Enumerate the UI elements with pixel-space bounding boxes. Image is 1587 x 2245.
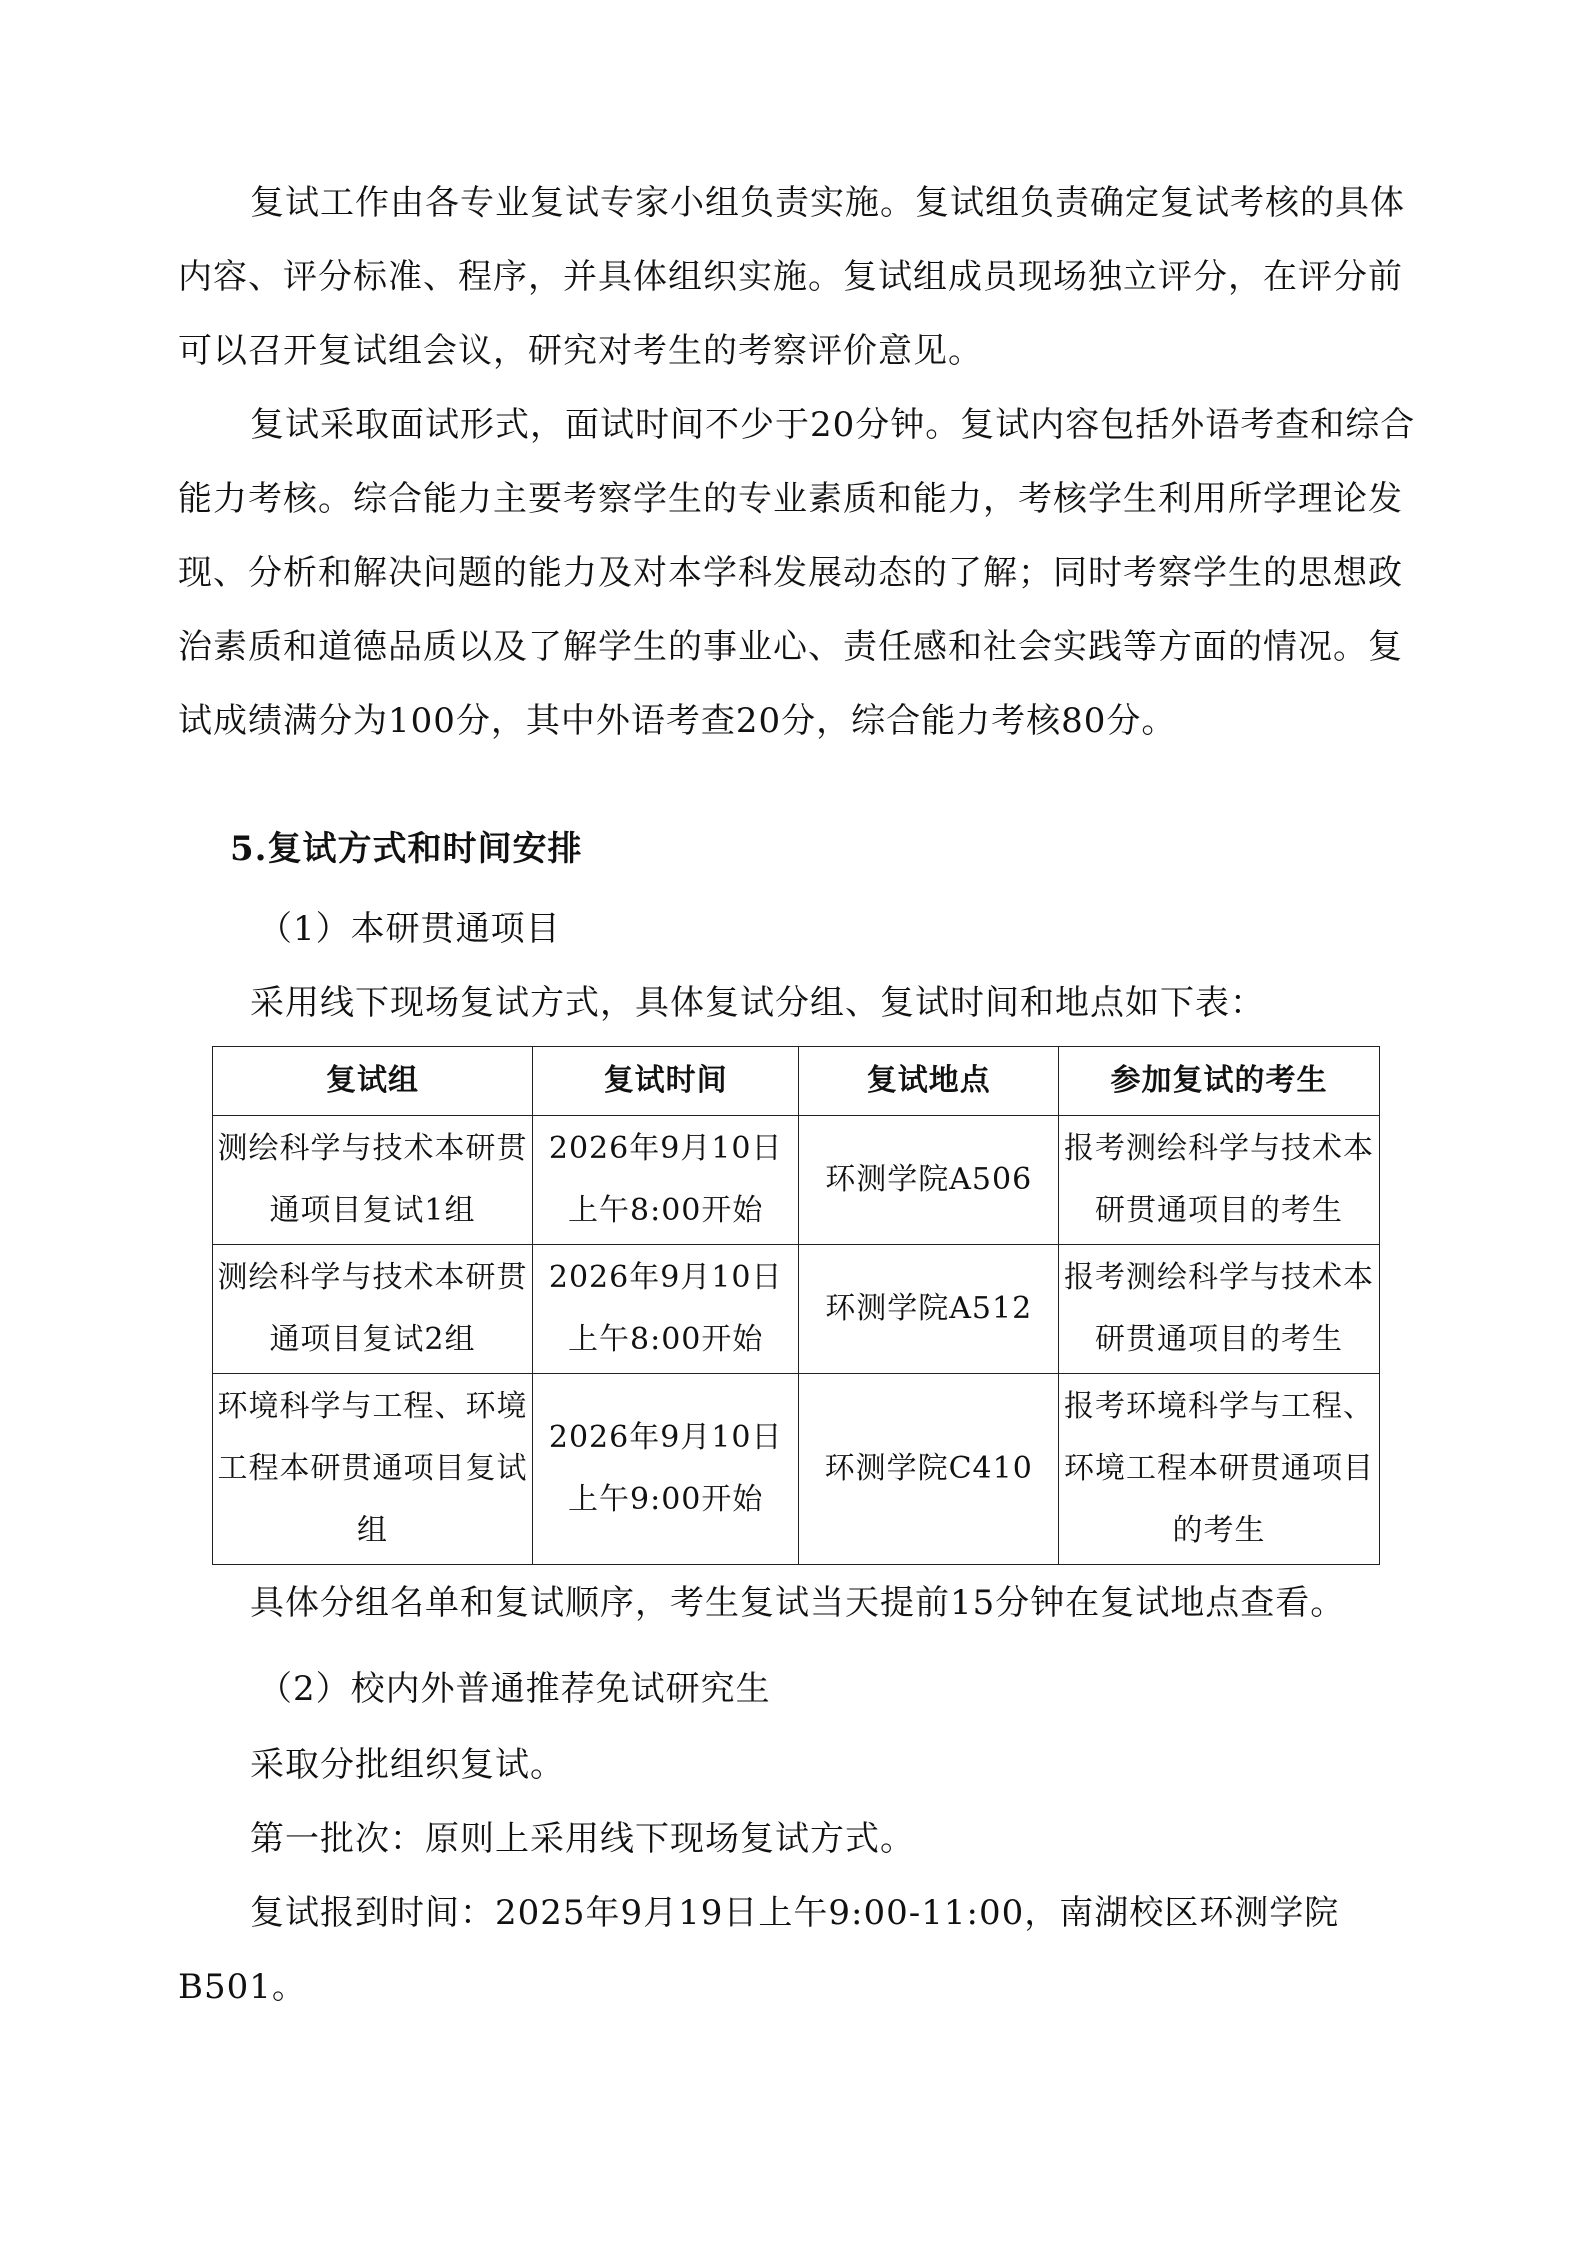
table-header-row [213,1047,1380,1116]
cell-candidates: 报考测绘科学与技术本研贯通项目的考生 [1059,1245,1380,1374]
cell-location: 环测学院C410 [799,1374,1059,1565]
cell-group: 测绘科学与技术本研贯通项目复试2组 [213,1245,533,1374]
header-time: 复试时间 [532,1047,798,1116]
schedule-table [212,1046,1380,1565]
table-row [213,1245,1380,1374]
table-row [213,1374,1380,1565]
batch-note: 采取分批组织复试。 [250,1745,565,1785]
header-candidates: 参加复试的考生 [1059,1047,1380,1116]
after-table-note: 具体分组名单和复试顺序，考生复试当天提前15分钟在复试地点查看。 [250,1583,1346,1623]
cell-candidates: 报考环境科学与工程、环境工程本研贯通项目的考生 [1059,1374,1380,1565]
header-location: 复试地点 [799,1047,1059,1116]
table-intro: 采用线下现场复试方式，具体复试分组、复试时间和地点如下表： [250,983,1265,1023]
header-group: 复试组 [213,1047,533,1116]
first-batch-note: 第一批次：原则上采用线下现场复试方式。 [250,1819,915,1859]
cell-time: 2026年9月10日上午8:00开始 [532,1116,798,1245]
paragraph-review-content: 复试采取面试形式，面试时间不少于20分钟。复试内容包括外语考查和综合能力考核。综合能力主要考察学生的专业素质和能力，考核学生利用所学理论发现、分析和解决问题的能力及对本学科发展动态的了解；同时考察学生的思想政治素质和道德品质以及了解学生的事业心、责任感和社会实践等方面的情况。复试成绩满分为100分，其中外语考查20分，综合能力考核80分。 [178,405,1416,741]
cell-location: 环测学院A506 [799,1116,1059,1245]
cell-location: 环测学院A512 [799,1245,1059,1374]
cell-time: 2026年9月10日上午9:00开始 [532,1374,798,1565]
report-time-paragraph: 复试报到时间：2025年9月19日上午9:00-11:00，南湖校区环测学院B501。 [178,1893,1340,2007]
cell-group: 环境科学与工程、环境工程本研贯通项目复试组 [213,1374,533,1565]
subheading-recommended: （2）校内外普通推荐免试研究生 [258,1669,771,1709]
cell-time: 2026年9月10日上午8:00开始 [532,1245,798,1374]
cell-group: 测绘科学与技术本研贯通项目复试1组 [213,1116,533,1245]
cell-candidates: 报考测绘科学与技术本研贯通项目的考生 [1059,1116,1380,1245]
table-row [213,1116,1380,1245]
section-heading: 5.复试方式和时间安排 [230,829,583,869]
paragraph-review-organization: 复试工作由各专业复试专家小组负责实施。复试组负责确定复试考核的具体内容、评分标准、程序，并具体组织实施。复试组成员现场独立评分，在评分前可以召开复试组会议，研究对考生的考察评价意见。 [178,183,1405,371]
subheading-program: （1）本研贯通项目 [258,909,561,949]
